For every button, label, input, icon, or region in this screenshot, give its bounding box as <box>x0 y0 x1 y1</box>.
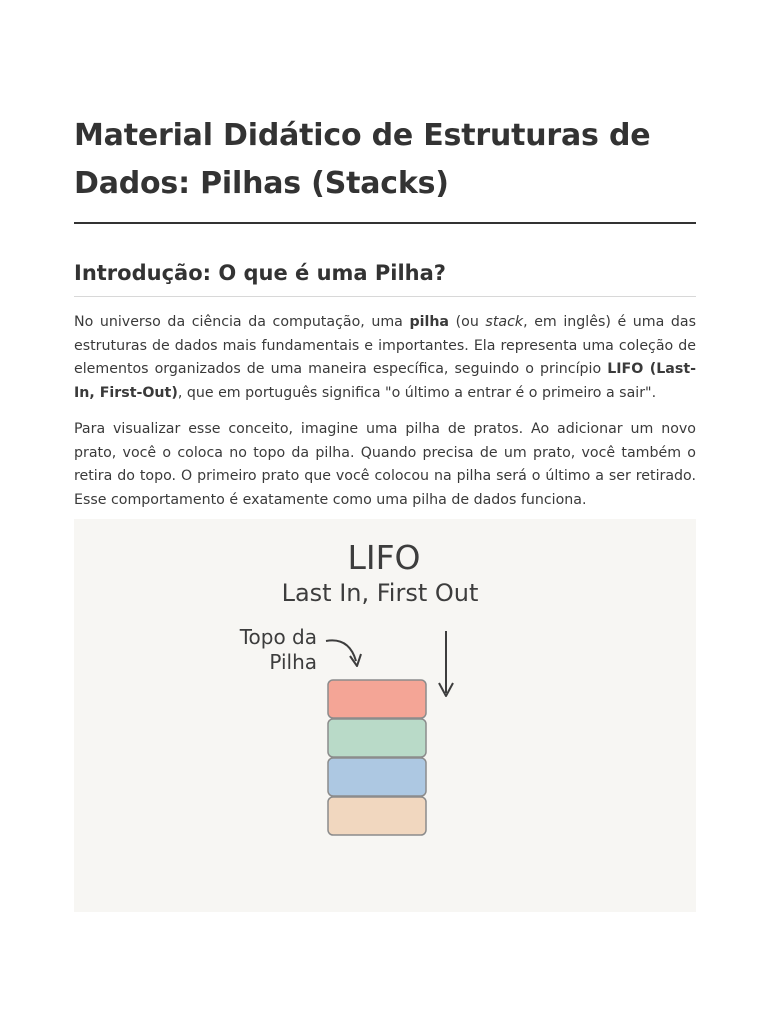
p1-text-3: , em inglês) é uma das estruturas de dados mais fundamentais e importantes. Ela representa uma coleção de elementos organizados de uma maneira específica, seguindo o princípio <box>74 314 696 377</box>
curved-arrow-icon <box>326 640 361 666</box>
lifo-illustration <box>74 519 696 912</box>
p1-text-2: (ou <box>449 314 486 330</box>
top-label-line1: Topo da <box>239 625 317 649</box>
stack-item-1 <box>328 680 426 718</box>
p1-text-1: No universo da ciência da computação, uma <box>74 314 410 330</box>
p1-bold-pilha: pilha <box>409 314 450 330</box>
lifo-diagram <box>74 519 696 912</box>
intro-paragraph-2: Para visualizar esse conceito, imagine uma pilha de pratos. Ao adicionar um novo prato, você o coloca no topo da pilha. Quando precisa de um prato, você também o retira do topo. O primeiro prato que você colocou na pilha será o último a ser retirado. Esse comportamento é exatamente como uma pilha de dados funciona. <box>74 421 696 508</box>
figure-title: LIFO <box>347 538 421 577</box>
p1-text-4: , que em português significa "o último a entrar é o primeiro a sair". <box>177 384 657 401</box>
section-divider <box>74 296 696 297</box>
figure-subtitle: Last In, First Out <box>281 579 479 607</box>
p1-italic-stack: stack <box>485 314 524 330</box>
section-heading: Introdução: O que é uma Pilha? <box>74 261 446 285</box>
title-divider <box>74 222 696 224</box>
stack-item-2 <box>328 719 426 757</box>
p1-bold-lifo: LIFO (Last-In, First-Out) <box>74 361 696 401</box>
stack-item-4 <box>328 797 426 835</box>
top-label-line2: Pilha <box>269 650 317 674</box>
intro-paragraph-1 <box>74 311 696 405</box>
document-title: Material Didático de Estruturas de Dados: Pilhas (Stacks) <box>74 118 651 201</box>
down-arrow-icon <box>439 631 453 696</box>
stack <box>328 680 426 835</box>
stack-item-3 <box>328 758 426 796</box>
document-body <box>74 112 696 512</box>
